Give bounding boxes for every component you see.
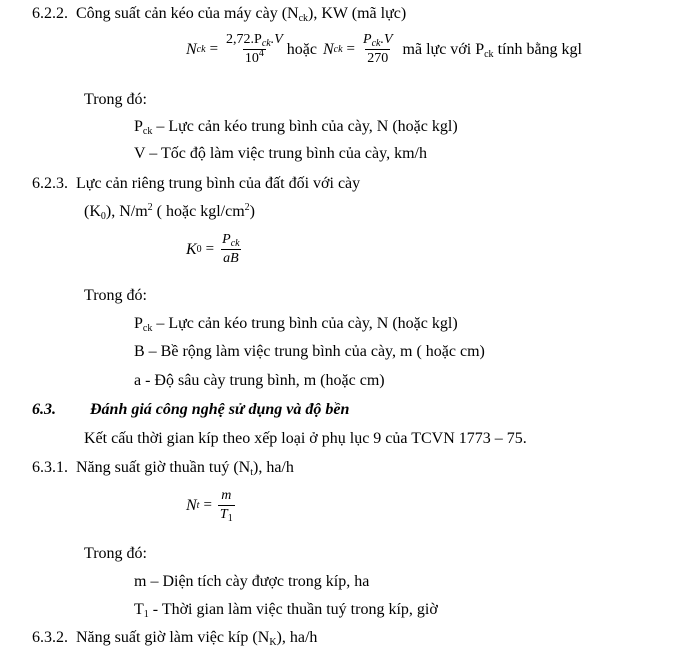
formula-subscript: ck (230, 238, 240, 249)
subscript: K (269, 637, 277, 648)
heading-text: Năng suất giờ làm việc kíp (N (76, 629, 270, 646)
definition-v: V – Tốc độ làm việc trung bình của cày, km/h (134, 145, 427, 162)
heading-title: Đánh giá công nghệ sử dụng và độ bền (90, 401, 350, 418)
subscript: ck (484, 48, 494, 60)
formula-symbol: N (186, 496, 197, 514)
fraction-numerator: P (222, 232, 231, 247)
formula-tail-text: mã lực với P (402, 40, 485, 58)
units-text: ( hoặc kgl/cm (156, 203, 245, 220)
where-label: Trong đó: (84, 91, 147, 108)
where-label: Trong đó: (84, 287, 147, 304)
subscript: ck (142, 126, 153, 137)
units-text: ), N/m (105, 203, 148, 220)
section-6-3-body: Kết cấu thời gian kíp theo xếp loại ở phụ lục 9 của TCVN 1773 – 75. (84, 430, 527, 447)
subscript: ck (298, 13, 309, 24)
formula-k0: K 0 = $\frac{P_{ck}}{aB}$ (186, 232, 240, 266)
formula-symbol: N (322, 40, 334, 58)
definition-symbol: P (134, 315, 143, 332)
definition-text: – Lực cản kéo trung bình của cày, N (hoặc kgl) (156, 118, 458, 135)
section-6-3-heading (32, 400, 349, 420)
fraction-numerator: P (363, 32, 372, 47)
formula-symbol: K (186, 240, 197, 258)
superscript: 4 (258, 48, 264, 59)
formula-nt: N t = $\frac{m}{T_1}$ (186, 488, 233, 524)
section-6-2-3-heading (32, 174, 360, 194)
section-number: 6.2.3. (32, 175, 68, 192)
heading-text: Năng suất giờ thuần tuý (N (76, 459, 251, 476)
fraction-denominator: T (219, 507, 228, 522)
formula-symbol: N (186, 40, 197, 58)
fraction-k0 (220, 232, 241, 267)
subscript: 0 (100, 211, 106, 222)
subscript: ck (142, 323, 153, 334)
formula-tail-end: tính bằng kgl (497, 40, 582, 58)
fraction-numerator-end: .V (270, 32, 283, 47)
formula-power-ck: N ck = $\frac{2,72.P_{ck}.V}{10^4}$ hoặc N ck = $\frac{P_{ck}.V}{270}$ mã lực với $P_{ck}$ tính bằng kgl (186, 32, 582, 66)
fraction-numerator-end: .V (380, 32, 393, 47)
definition-a: a - Độ sâu cày trung bình, m (hoặc cm) (134, 372, 385, 389)
section-6-3-1-heading (32, 458, 294, 478)
formula-subscript: ck (371, 38, 381, 49)
definition-text: - Thời gian làm việc thuần tuý trong kíp, giờ (152, 601, 438, 618)
section-number: 6.3.2. (32, 629, 68, 646)
formula-subscript: ck (261, 38, 271, 49)
section-number: 6.2.2. (32, 5, 68, 22)
section-number: 6.3.1. (32, 459, 68, 476)
heading-text: Công suất cản kéo của máy cày (N (76, 5, 299, 22)
formula-or-text: hoặc (286, 40, 317, 58)
formula-tail (403, 41, 582, 59)
section-6-2-3-units (84, 202, 255, 222)
fraction-denominator: 10 (244, 51, 259, 66)
where-label: Trong đó: (84, 545, 147, 562)
formula-subscript: 1 (227, 513, 233, 524)
heading-text-end: ), ha/h (276, 629, 318, 646)
definition-text: – Lực cản kéo trung bình của cày, N (hoặc kgl) (156, 315, 458, 332)
heading-text-end: ), ha/h (253, 459, 294, 476)
definition-symbol: P (134, 118, 143, 135)
fraction-numerator: 2,72.P (226, 32, 262, 47)
definition-pck (134, 117, 458, 137)
fraction-denominator: aB (223, 251, 239, 266)
fraction-hp (361, 32, 395, 67)
fraction-numerator: m (221, 488, 232, 503)
definition-b: B – Bề rộng làm việc trung bình của cày, m ( hoặc cm) (134, 343, 485, 360)
section-6-3-2-heading (32, 628, 317, 648)
definition-symbol: T (134, 601, 144, 618)
units-text: ) (249, 203, 255, 220)
fraction-kw (224, 32, 285, 67)
section-number: 6.3. (32, 401, 56, 418)
fraction-denominator: 270 (367, 51, 389, 66)
subscript: 1 (143, 609, 149, 620)
heading-text: Lực cản riêng trung bình của đất đối với cày (76, 175, 361, 192)
heading-text-end: ), KW (mã lực) (308, 5, 407, 22)
definition-m: m – Diện tích cày được trong kíp, ha (134, 573, 370, 590)
subscript: t (250, 467, 253, 478)
superscript: 2 (147, 202, 153, 213)
units-text: (K (84, 203, 101, 220)
fraction-nt (218, 488, 235, 523)
section-6-2-2-heading (32, 4, 406, 24)
superscript: 2 (244, 202, 250, 213)
definition-pck (134, 314, 458, 334)
definition-t1 (134, 600, 438, 620)
